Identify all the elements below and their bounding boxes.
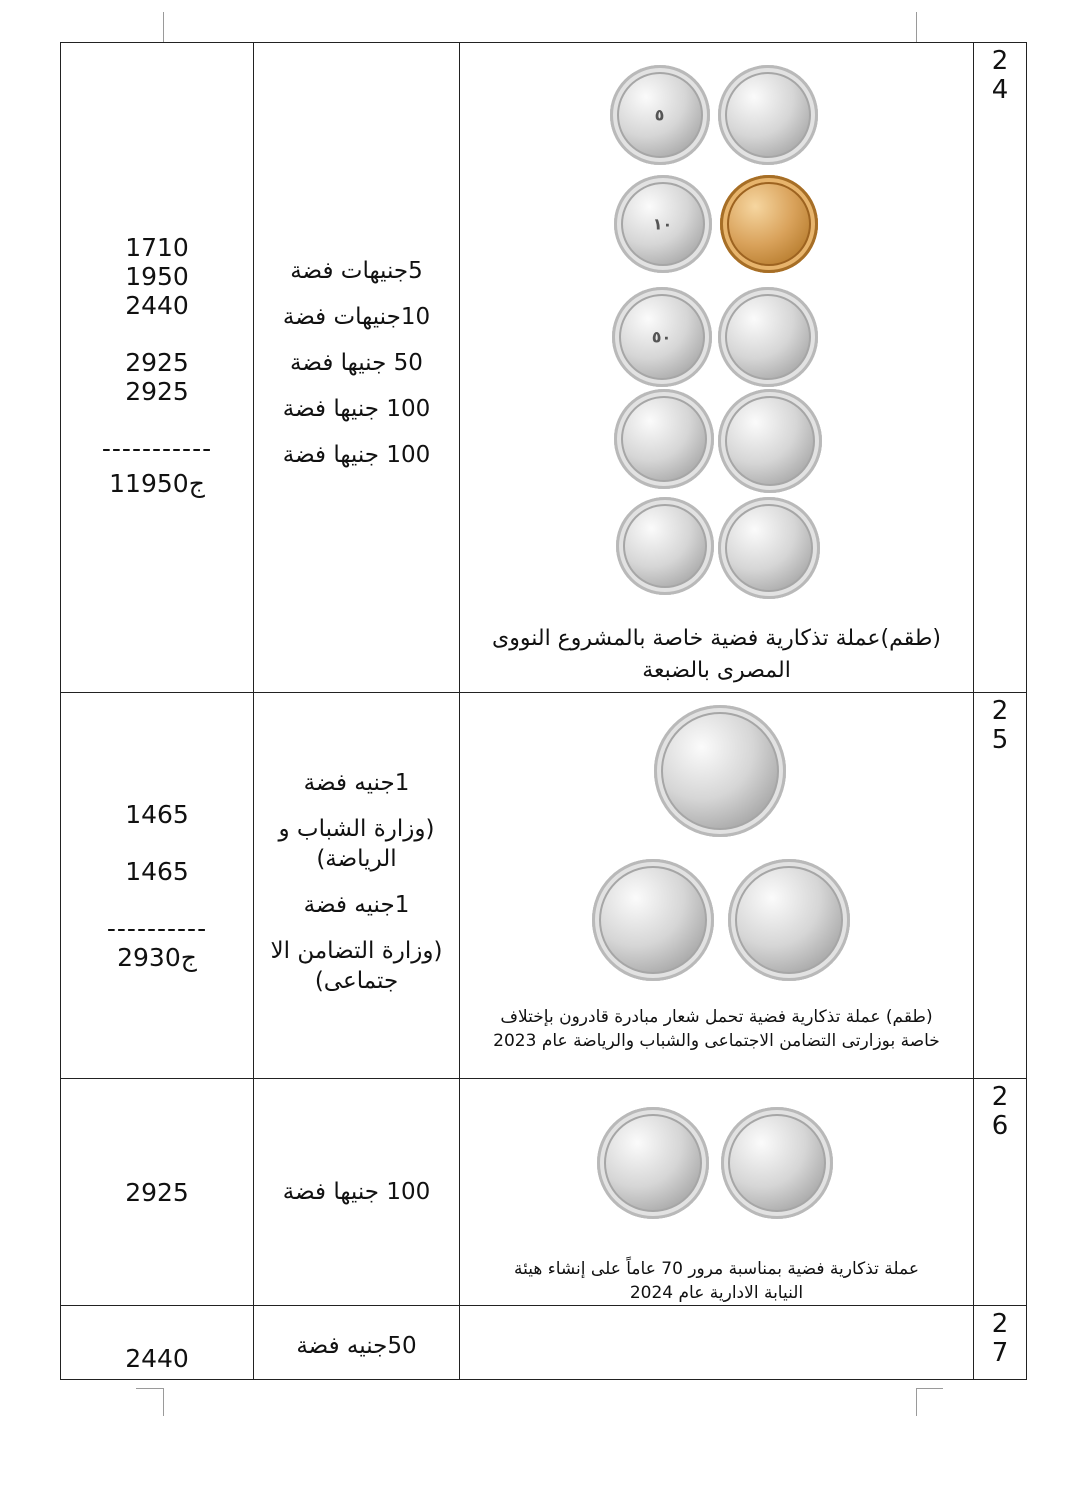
denomination-item: 50 جنيها فضة	[290, 349, 423, 376]
coin-image	[654, 705, 786, 837]
row-number-cell	[974, 1079, 1027, 1306]
denomination-item: 50جنيه فضة	[296, 1332, 417, 1359]
price-value: 2925	[125, 347, 189, 377]
row-number-cell	[974, 693, 1027, 1079]
price-value: 1710	[125, 232, 189, 262]
sum-divider: -----------	[101, 433, 213, 463]
table-row	[61, 43, 1027, 693]
total-cell	[61, 43, 254, 693]
coin-image	[614, 389, 714, 489]
coin-price-table	[60, 42, 1027, 1380]
coin-image-gold	[720, 175, 818, 273]
coin-set-image	[610, 65, 824, 595]
coin-image-cell	[460, 43, 974, 693]
sum-value: 11950ج	[109, 468, 205, 498]
coin-caption: عملة تذكارية فضية بمناسبة مرور 70 عاماً على إنشاء هيئة	[513, 1259, 920, 1279]
denomination-item: 100 جنيها فضة	[282, 395, 431, 422]
table-row	[61, 1306, 1027, 1380]
denomination-item: 100 جنيها فضة	[282, 441, 431, 468]
row-number-digit: 6	[991, 1111, 1009, 1141]
coin-image-cell	[460, 1306, 974, 1380]
denomination-cell	[254, 693, 460, 1079]
price-value: 2925	[125, 376, 189, 406]
coin-caption: (طقم) عملة تذكارية فضية تحمل شعار مبادرة قادرون بإختلاف	[500, 1007, 933, 1027]
price-value: 2440	[125, 290, 189, 320]
crop-mark-top-left-v	[163, 12, 164, 42]
denomination-cell	[254, 1079, 460, 1306]
table-row	[61, 693, 1027, 1079]
row-number-digit: 5	[991, 725, 1009, 755]
coin-image	[718, 287, 818, 387]
price-value: 2925	[125, 1177, 189, 1207]
price-value: 1465	[125, 799, 189, 829]
total-cell	[61, 1079, 254, 1306]
price-value: 2440	[125, 1344, 189, 1373]
coin-caption: (طقم)عملة تذكارية فضية خاصة بالمشروع النووى	[492, 626, 941, 651]
coin-caption: النيابة الادارية عام 2024	[629, 1283, 804, 1303]
coin-image	[616, 497, 714, 595]
coin-image: ١٠	[614, 175, 712, 273]
crop-mark-top-right-v	[916, 12, 917, 42]
coin-image	[718, 389, 822, 493]
row-number-digit: 2	[991, 1309, 1009, 1339]
denomination-item: 1جنيه فضة	[303, 769, 410, 796]
denomination-item: 100 جنيها فضة	[282, 1179, 431, 1205]
total-cell	[61, 693, 254, 1079]
coin-image-cell	[460, 693, 974, 1079]
denomination-item: 10جنيهات فضة	[282, 303, 431, 330]
coin-image	[721, 1107, 833, 1219]
coin-set-image	[597, 1107, 837, 1219]
coin-image	[728, 859, 850, 981]
coin-set-image	[592, 705, 842, 1015]
crop-mark-bottom-right-v	[916, 1388, 917, 1416]
coin-image	[597, 1107, 709, 1219]
coin-caption: المصرى بالضبعة	[642, 658, 791, 683]
table-row	[61, 1079, 1027, 1306]
coin-image-cell	[460, 1079, 974, 1306]
denomination-item: (وزارة التضامن الا	[270, 937, 443, 964]
denomination-cell	[254, 1306, 460, 1380]
denomination-item: جتماعى)	[314, 967, 399, 994]
denomination-item: 1جنيه فضة	[303, 891, 410, 918]
denomination-item: (وزارة الشباب و	[278, 815, 435, 842]
coin-image	[718, 65, 818, 165]
denomination-item: الرياضة)	[316, 845, 397, 872]
row-number-digit: 2	[991, 46, 1009, 76]
sum-divider: ----------	[106, 913, 208, 943]
price-value: 1950	[125, 261, 189, 291]
total-cell	[61, 1306, 254, 1380]
row-number-digit: 2	[991, 696, 1009, 726]
denomination-cell	[254, 43, 460, 693]
coin-caption: خاصة بوزارتى التضامن الاجتماعى والشباب والرياضة عام 2023	[493, 1031, 940, 1051]
row-number-digit: 4	[991, 75, 1009, 105]
row-number-digit: 2	[991, 1082, 1009, 1112]
row-number-cell	[974, 1306, 1027, 1380]
row-number-digit: 7	[991, 1338, 1009, 1368]
price-value: 1465	[125, 856, 189, 886]
sum-value: 2930ج	[117, 942, 197, 972]
coin-image	[592, 859, 714, 981]
coin-image: ٥	[610, 65, 710, 165]
denomination-item: 5جنيهات فضة	[290, 257, 423, 284]
crop-mark-bottom-right-h	[916, 1388, 943, 1389]
crop-mark-bottom-left-h	[136, 1388, 163, 1389]
crop-mark-bottom-left-v	[163, 1388, 164, 1416]
coin-image: ٥٠	[612, 287, 712, 387]
coin-image	[718, 497, 820, 599]
row-number-cell	[974, 43, 1027, 693]
